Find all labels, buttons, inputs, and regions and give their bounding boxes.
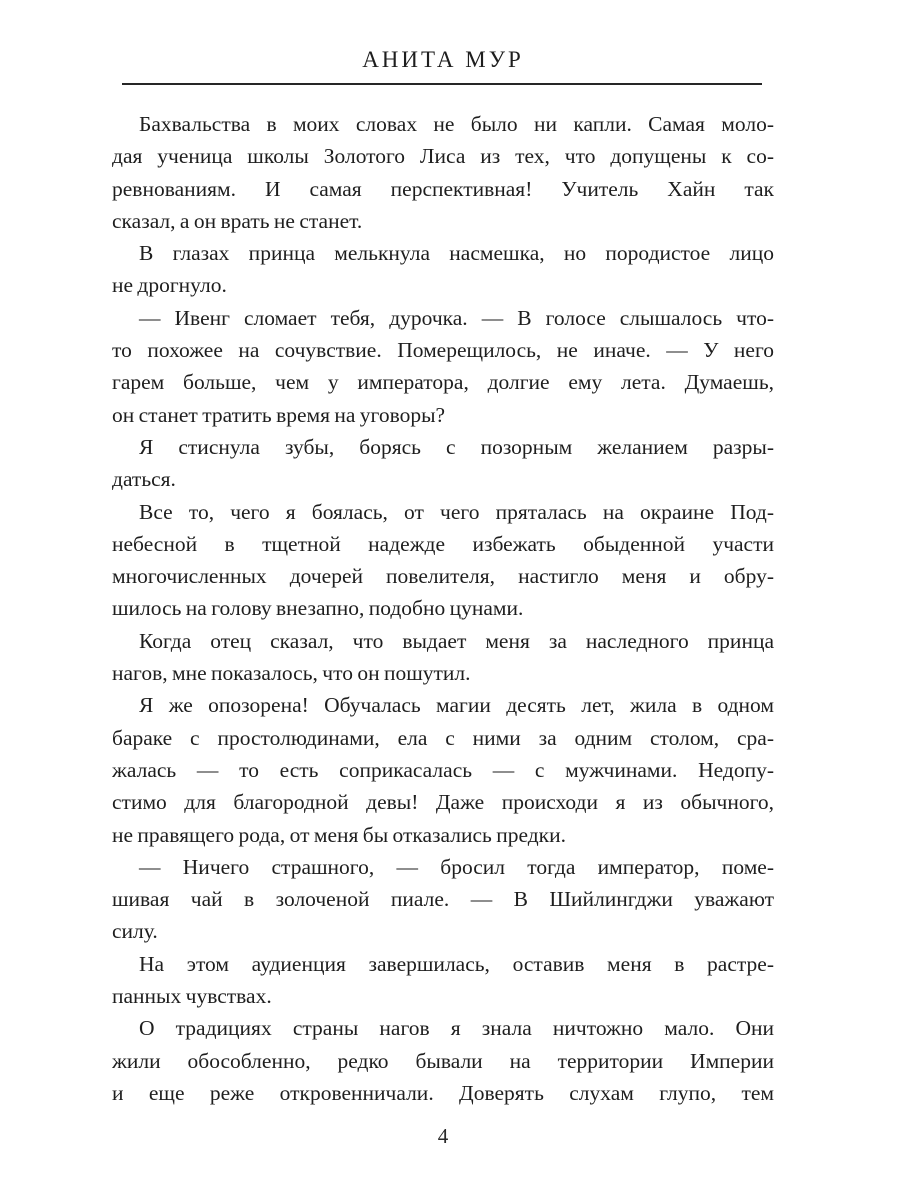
- text-line: небесной в тщетной надежде избежать обыденной участи: [112, 531, 774, 556]
- text-line: Все то, чего я боялась, от чего пряталась на окраине Под-: [139, 499, 774, 524]
- running-header-title: АНИТА МУР: [362, 47, 524, 72]
- text-line: Когда отец сказал, что выдает меня за наследного принца: [139, 628, 774, 653]
- text-line: многочисленных дочерей повелителя, настигло меня и обру-: [112, 564, 774, 589]
- text-line: стимо для благородной девы! Даже происходи я из обычного,: [112, 790, 774, 815]
- text-line: сказал, а он врать не станет.: [112, 208, 363, 233]
- text-line: — Ничего страшного, — бросил тогда император, поме-: [139, 854, 774, 879]
- text-line: шивая чай в золоченой пиале. — В Шийлингджи уважают: [112, 887, 774, 912]
- text-line: и еще реже откровенничали. Доверять слухам глупо, тем: [112, 1080, 774, 1105]
- page-number: 4: [437, 1124, 449, 1148]
- text-line: панных чувствах.: [112, 984, 272, 1009]
- text-line: гарем больше, чем у императора, долгие ему лета. Думаешь,: [112, 370, 774, 395]
- text-line: жалась — то есть соприкасалась — с мужчинами. Недопу-: [112, 757, 774, 782]
- text-line: бараке с простолюдинами, ела с ними за одним столом, сра-: [112, 725, 774, 750]
- text-line: жили обособленно, редко бывали на территории Империи: [112, 1048, 774, 1073]
- text-line: На этом аудиенция завершилась, оставив меня в растре-: [139, 951, 774, 976]
- text-line: даться.: [112, 467, 176, 492]
- text-line: силу.: [112, 919, 158, 944]
- text-line: Я же опозорена! Обучалась магии десять лет, жила в одном: [139, 693, 774, 718]
- text-line: шилось на голову внезапно, подобно цунами.: [112, 596, 524, 621]
- text-line: нагов, мне показалось, что он пошутил.: [112, 661, 471, 686]
- text-line: дая ученица школы Золотого Лиса из тех, что допущены к со-: [112, 144, 774, 169]
- text-line: он станет тратить время на уговоры?: [112, 402, 446, 427]
- header-rule: [122, 83, 762, 85]
- text-line: Бахвальства в моих словах не было ни капли. Самая моло-: [139, 112, 774, 136]
- text-line: то похожее на сочувствие. Померещилось, не иначе. — У него: [112, 338, 774, 363]
- text-line: — Ивенг сломает тебя, дурочка. — В голосе слышалось что-: [139, 305, 774, 330]
- page-content-column: [112, 0, 774, 1200]
- text-line: О традициях страны нагов я знала ничтожно мало. Они: [139, 1016, 774, 1041]
- body-text: [112, 108, 774, 1109]
- text-line: В глазах принца мелькнула насмешка, но породистое лицо: [139, 241, 774, 266]
- text-line: ревнованиям. И самая перспективная! Учитель Хайн так: [112, 176, 774, 201]
- text-line: не правящего рода, от меня бы отказались предки.: [112, 822, 567, 847]
- text-line: Я стиснула зубы, борясь с позорным желанием разры-: [139, 434, 774, 459]
- text-line: не дрогнуло.: [112, 273, 227, 298]
